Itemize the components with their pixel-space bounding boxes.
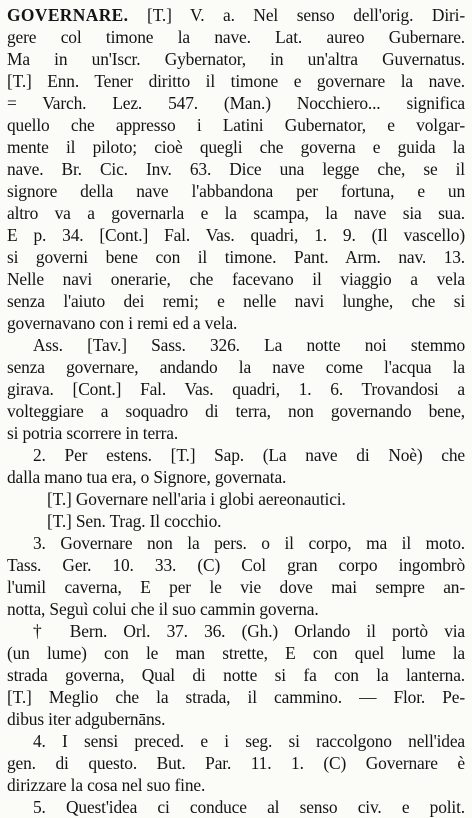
- entry-line: Tass. Ger. 10. 33. (C) Col gran corpo ingombrò: [7, 555, 465, 575]
- entry-line: Ma in un'Iscr. Gybernator, in un'altra Guvernatus.: [7, 49, 465, 69]
- headword: GOVERNARE.: [7, 5, 129, 25]
- entry-line: notta, Seguì colui che il suo cammin governa.: [7, 599, 319, 619]
- entry-line: 2. Per estens. [T.] Sap. (La nave di Noè) che: [33, 445, 465, 465]
- entry-line: [T.] Governare nell'aria i globi aereonautici.: [47, 489, 346, 509]
- entry-line: gere col timone la nave. Lat. aureo Gubernare.: [7, 27, 465, 47]
- entry-body: [7, 26, 465, 818]
- entry-line: = Varch. Lez. 547. (Man.) Nocchiero... significa: [7, 93, 465, 113]
- entry-line: quello che appresso i Latini Gubernator, e volgar-: [7, 115, 465, 135]
- entry-line: dalla mano tua era, o Signore, governata.: [7, 467, 287, 487]
- entry-line: strada governa, Qual di notte si fa con la lanterna.: [7, 665, 465, 685]
- entry-line: altro va a governarla e la scampa, la nave sia sua.: [7, 203, 465, 223]
- entry-line: [7, 4, 465, 26]
- entry-line: [T.] Enn. Tener diritto il timone e governare la nave.: [7, 71, 465, 91]
- entry-line: gen. di questo. But. Par. 11. 1. (C) Governare è: [7, 753, 465, 773]
- entry-line: si potria scorrere in terra.: [7, 423, 179, 443]
- entry-line: [T.] Meglio che la strada, il cammino. — Flor. Pe-: [7, 687, 465, 707]
- entry-line: mente il piloto; cioè quegli che governa e guida la: [7, 137, 465, 157]
- entry-line: 3. Governare non la pers. o il corpo, ma il moto.: [33, 533, 465, 553]
- entry-line: senza governare, andando la nave come l'acqua la: [7, 357, 465, 377]
- entry-line-text: [T.] V. a. Nel senso dell'orig. Diri-: [147, 5, 465, 25]
- entry-line: signore della nave l'abbandona per fortuna, e un: [7, 181, 465, 201]
- entry-line: Nelle navi onerarie, che facevano il viaggio a vela: [7, 269, 465, 289]
- entry-line: girava. [Cont.] Fal. Vas. quadri, 1. 6. Trovandosi a: [7, 379, 465, 399]
- entry-line: l'umil caverna, E per le vie dove mai sempre an-: [7, 577, 465, 597]
- entry-line: dirizzare la cosa nel suo fine.: [7, 775, 206, 795]
- entry-line: 5. Quest'idea ci conduce al senso civ. e polit.: [33, 797, 465, 817]
- entry-line: 4. I sensi preced. e i seg. si raccolgono nell'idea: [33, 731, 465, 751]
- entry-line: governavano con i remi ed a vela.: [7, 313, 238, 333]
- entry-line: E p. 34. [Cont.] Fal. Vas. quadri, 1. 9. (Il vascello): [7, 225, 465, 245]
- entry-line: si governi bene con il timone. Pant. Arm. nav. 13.: [7, 247, 465, 267]
- entry-line: † Bern. Orl. 37. 36. (Gh.) Orlando il portò via: [33, 621, 465, 641]
- entry-line: dibus iter adgubernāns.: [7, 709, 166, 729]
- entry-line: senza l'aiuto dei remi; e nelle navi lunghe, che si: [7, 291, 465, 311]
- entry-line: volteggiare a soquadro di terra, non governando bene,: [7, 401, 465, 421]
- entry-line: nave. Br. Cic. Inv. 63. Dice una legge che, se il: [7, 159, 465, 179]
- entry-line: (un lume) con le man strette, E con quel lume la: [7, 643, 465, 663]
- entry-line: [T.] Sen. Trag. Il cocchio.: [47, 511, 222, 531]
- entry-line: Ass. [Tav.] Sass. 326. La notte noi stemmo: [33, 335, 465, 355]
